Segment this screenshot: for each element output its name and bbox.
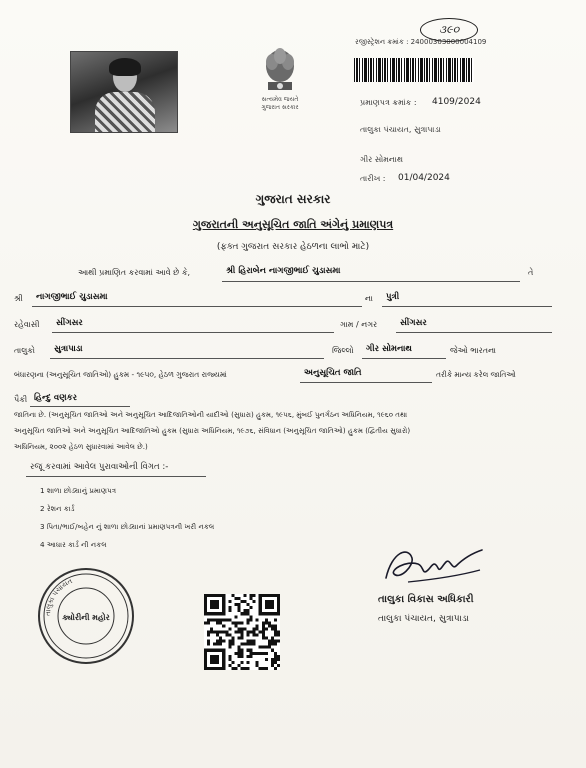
village: સીંગસર bbox=[400, 318, 427, 328]
document-item: 1 શાળા છોડ્યાનું પ્રમાણપત્ર bbox=[40, 486, 117, 495]
relation-prefix: ના bbox=[365, 294, 373, 303]
taluka-label: તાલુકો bbox=[14, 346, 35, 355]
taluka-underline bbox=[50, 358, 324, 359]
document-item: 2 રેશન કાર્ડ bbox=[40, 504, 75, 513]
relation: પુત્રી bbox=[386, 292, 400, 302]
constitution-text: બંધારણના (અનુસૂચિત જાતિઓ) હુકમ - ૧૯૫૦, હેઠળ ગુજરાત રાજ્યમાં bbox=[14, 370, 227, 379]
certificate-subtitle: (ફક્ત ગુજરાત સરકાર હેઠળના લાભો માટે) bbox=[216, 242, 370, 252]
issuing-office: તાલુકા પંચાયત, સુત્રાપાડા bbox=[360, 125, 441, 134]
certificate-number: 4109/2024 bbox=[432, 97, 481, 107]
village-label: ગામ / નગર bbox=[340, 320, 378, 329]
name-suffix: તે bbox=[528, 268, 534, 277]
village-underline bbox=[396, 332, 552, 333]
district: ગીર સોમનાથ bbox=[366, 344, 412, 354]
recognized-text: તરીકે માન્ય કરેલ જાતિઓ bbox=[436, 370, 516, 379]
photo-body bbox=[95, 92, 155, 133]
resident: સીંગસર bbox=[56, 318, 83, 328]
caste-underline bbox=[30, 406, 130, 407]
relation-underline bbox=[382, 306, 552, 307]
applicant-photo bbox=[70, 51, 178, 133]
category-underline bbox=[300, 382, 432, 383]
officer-signature bbox=[378, 540, 488, 590]
documents-heading: રજૂ કરવામાં આવેલ પુરાવાઓની વિગત :- bbox=[30, 462, 169, 472]
district-underline bbox=[362, 358, 446, 359]
emblem-motto: સત્યમેવ જયતે bbox=[261, 96, 299, 103]
seal-ring-text: તાલુકા પંચાયત bbox=[43, 577, 74, 617]
intro-text: આથી પ્રમાણિત કરવામાં આવે છે કે, bbox=[78, 268, 191, 277]
father-name: નાગજીભાઈ ચુડાસમા bbox=[36, 292, 108, 302]
father-prefix: શ્રી bbox=[14, 294, 23, 303]
who-label: જેઓ ભારતના bbox=[450, 346, 497, 355]
taluka: સુત્રાપાડા bbox=[54, 344, 83, 354]
handwritten-serial: ૩૯૦ bbox=[420, 18, 478, 42]
name-underline bbox=[222, 281, 520, 282]
government-title: ગુજરાત સરકાર bbox=[255, 192, 331, 206]
registration-number: રજીસ્ટ્રેશન ક્રમાંક : 24000303000004109 bbox=[355, 38, 487, 46]
applicant-name: શ્રી હિરાબેન નાગજીભાઈ ચુડાસમા bbox=[226, 266, 341, 276]
issue-date: 01/04/2024 bbox=[398, 173, 450, 183]
document-item: 3 પિતા/ભાઈ/બહેન નું શાળા છોડ્યાનાં પ્રમાણપત્રની ખરી નકલ bbox=[40, 522, 215, 531]
legal-paragraph-1: જાતિના છે. (અનુસૂચિત જાતિઓ અને અનુસૂચિત આદિજાતિઓની યાદીઓ (સુધારા) હુકમ, ૧૯૫૬, મુંબઈ પુનર્ગઠન અધિનિયમ, ૧૯૬૦ તથા bbox=[14, 410, 408, 419]
signature-office: તાલુકા પંચાયત, સુત્રાપાડા bbox=[378, 614, 469, 624]
barcode bbox=[354, 58, 474, 82]
certificate-title: ગુજરાતની અનુસૂચિત જાતિ અંગેનું પ્રમાણપત્ર bbox=[192, 218, 394, 231]
certificate-number-label: પ્રમાણપત્ર ક્રમાંક : bbox=[360, 98, 417, 107]
resident-label: રહેવાસી bbox=[14, 320, 40, 329]
legal-paragraph-2: અનુસૂચિત જાતિઓ અને અનુસૂચિત આદિજાતિઓ હુકમ (સુધારા અધિનિયમ, ૧૯૭૬, સંવિધાન (અનુસૂચિત જાતિઓ) હુકમ (દ્વિતીય સુધારો) bbox=[14, 426, 411, 435]
seal-text: ક્યોરીની મહોર bbox=[62, 613, 110, 622]
category: અનુસૂચિત જાતિ bbox=[304, 368, 362, 378]
father-underline bbox=[32, 306, 362, 307]
document-item: 4 આધાર કાર્ડ ની નકલ bbox=[40, 540, 107, 549]
signature-title: તાલુકા વિકાસ અધિકારી bbox=[378, 594, 474, 605]
emblem-caption: ગુજરાત સરકાર bbox=[261, 104, 299, 111]
qr-code bbox=[204, 594, 280, 670]
date-label: તારીખ : bbox=[360, 174, 386, 183]
legal-paragraph-3: અધિનિયમ, ૨૦૦૨ હેઠળ સુધારવામાં આવેલ છે.) bbox=[14, 442, 148, 451]
photo-hair bbox=[109, 58, 141, 76]
documents-heading-underline bbox=[26, 476, 206, 477]
resident-underline bbox=[52, 332, 334, 333]
caste: હિન્દુ વણકર bbox=[34, 393, 78, 403]
office-seal bbox=[36, 566, 136, 666]
district-label: જિલ્લો bbox=[332, 346, 354, 355]
caste-label: પૈકી bbox=[14, 395, 28, 404]
header-district: ગીર સોમનાથ bbox=[360, 155, 403, 164]
